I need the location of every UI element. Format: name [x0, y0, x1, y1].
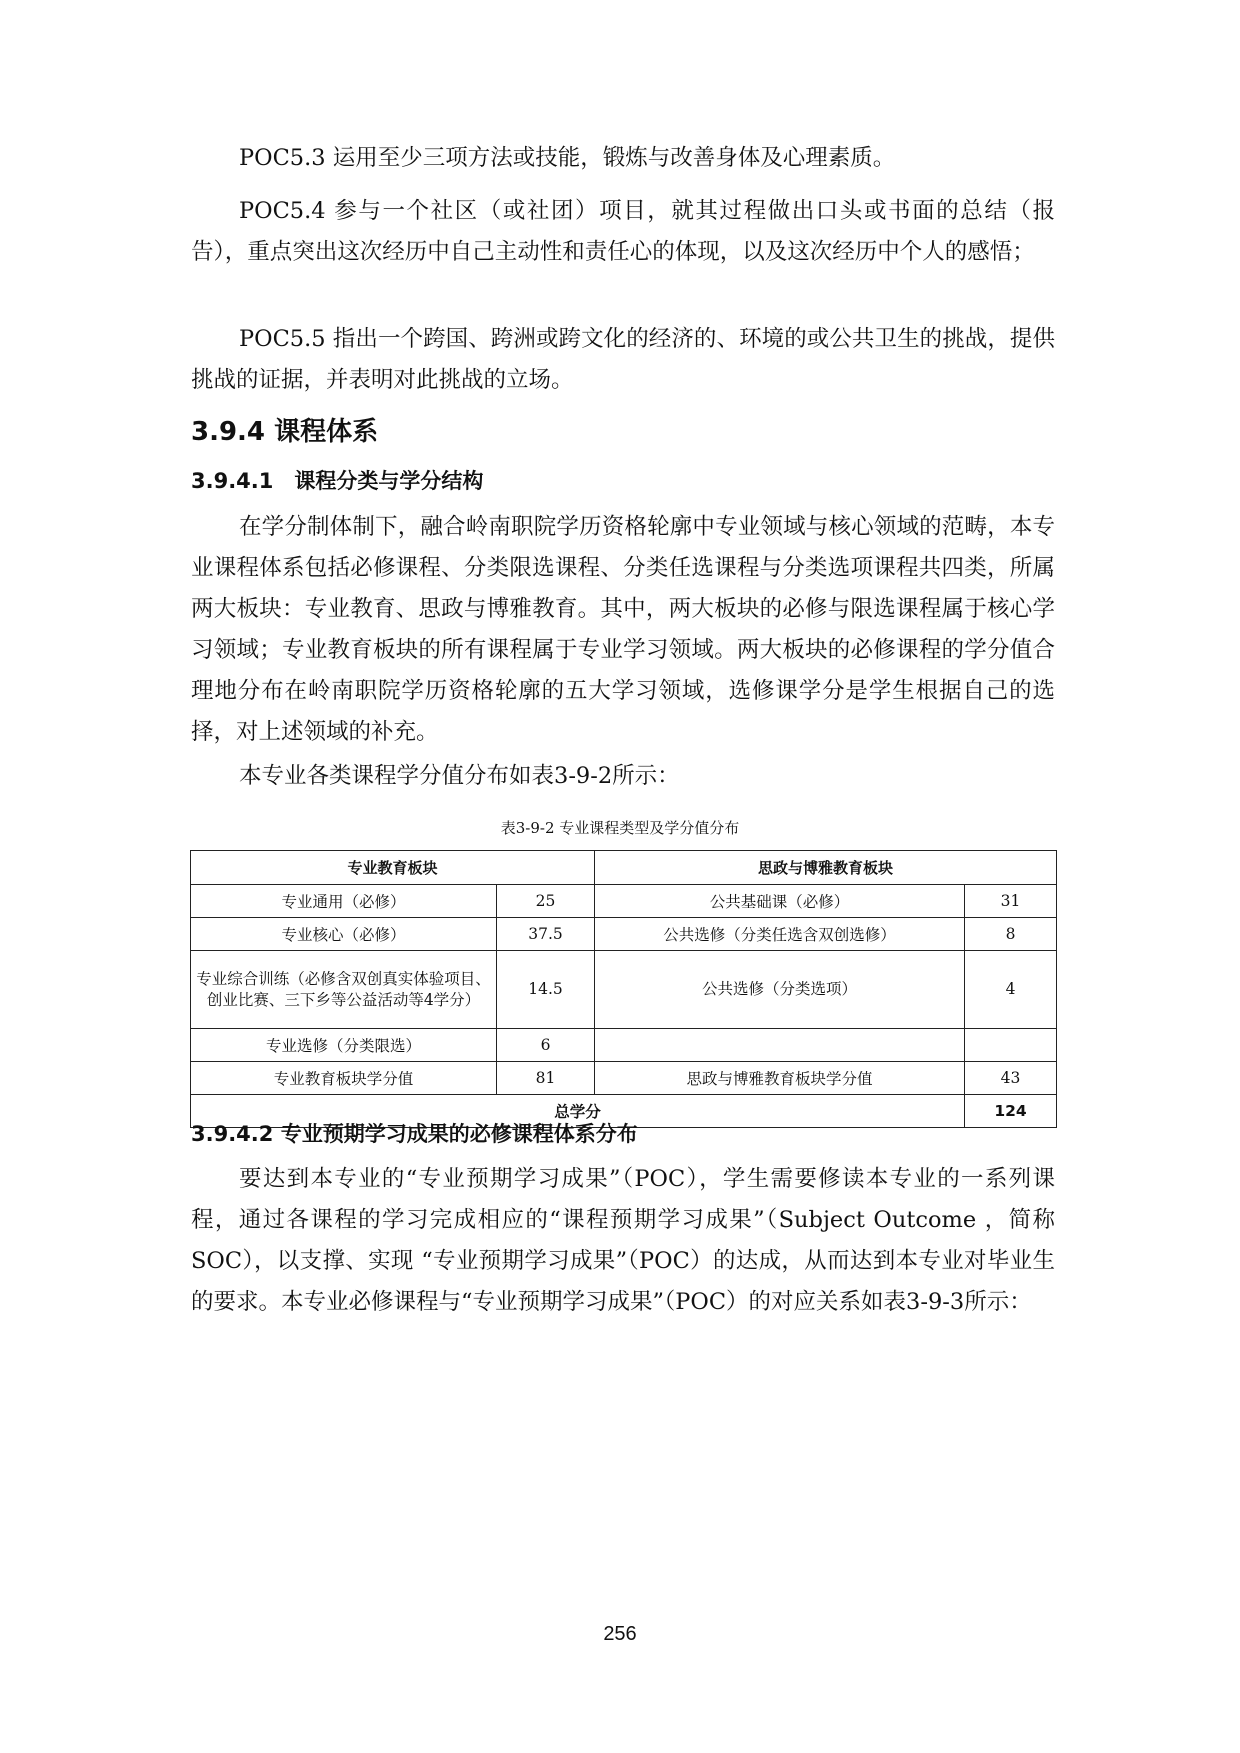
table-header-row [191, 851, 1057, 885]
cell-left-value: 25 [497, 885, 595, 918]
subsection-heading-2: 3.9.4.2 专业预期学习成果的必修课程体系分布 [191, 1122, 638, 1146]
page-number: 256 [603, 1623, 637, 1645]
cell-left-name: 专业通用（必修） [191, 885, 497, 918]
paragraph-poc5-5: POC5.5 指出一个跨国、跨洲或跨文化的经济的、环境的或公共卫生的挑战，提供挑战的证据，并表明对此挑战的立场。 [191, 326, 1055, 393]
cell-right-value: 8 [965, 918, 1057, 951]
subsection-heading-1: 3.9.4.1 课程分类与学分结构 [191, 469, 484, 493]
cell-right-value: 4 [965, 951, 1057, 1029]
cell-left-name: 专业选修（分类限选） [191, 1029, 497, 1062]
total-credits-value: 124 [965, 1095, 1057, 1128]
cell-left-name: 专业核心（必修） [191, 918, 497, 951]
paragraph-poc5-3: POC5.3 运用至少三项方法或技能，锻炼与改善身体及心理素质。 [239, 145, 896, 171]
paragraph-poc5-4: POC5.4 参与一个社区（或社团）项目，就其过程做出口头或书面的总结（报告），重点突出这次经历中自己主动性和责任心的体现，以及这次经历中个人的感悟； [191, 198, 1055, 265]
table-row [191, 1062, 1057, 1095]
cell-right-name: 公共选修（分类选项） [595, 951, 965, 1029]
cell-right-value [965, 1029, 1057, 1062]
paragraph-table-intro: 本专业各类课程学分值分布如表3-9-2所示： [239, 763, 680, 789]
table-caption: 表3-9-2 专业课程类型及学分值分布 [500, 819, 740, 837]
section-heading: 3.9.4 课程体系 [191, 417, 379, 447]
table-row [191, 1029, 1057, 1062]
table-row [191, 951, 1057, 1029]
table-row [191, 885, 1057, 918]
total-credits-label: 总学分 [191, 1095, 965, 1128]
paragraph-poc-mapping: 要达到本专业的“专业预期学习成果”（POC），学生需要修读本专业的一系列课程，通过各课程的学习完成相应的“课程预期学习成果”（Subject Outcome ，简称SOC），以支撑、实现 “专业预期学习成果”（POC）的达成，从而达到本专业对毕业生的要求。本专业必修课程与“专业预期学习成果”（POC）的对应关系如表3-9-3所示： [191, 1166, 1055, 1315]
header-liberal-block: 思政与博雅教育板块 [595, 851, 1057, 885]
cell-right-value: 31 [965, 885, 1057, 918]
cell-right-name: 公共选修（分类任选含双创选修） [595, 918, 965, 951]
cell-left-value: 14.5 [497, 951, 595, 1029]
credit-distribution-table [190, 850, 1057, 1128]
cell-left-value: 6 [497, 1029, 595, 1062]
table-row [191, 918, 1057, 951]
cell-right-value: 43 [965, 1062, 1057, 1095]
cell-left-name: 专业综合训练（必修含双创真实体验项目、创业比赛、三下乡等公益活动等4学分） [191, 951, 497, 1029]
cell-right-name: 公共基础课（必修） [595, 885, 965, 918]
header-professional-block: 专业教育板块 [191, 851, 595, 885]
cell-left-name: 专业教育板块学分值 [191, 1062, 497, 1095]
paragraph-course-structure: 在学分制体制下，融合岭南职院学历资格轮廓中专业领域与核心领域的范畴，本专业课程体系包括必修课程、分类限选课程、分类任选课程与分类选项课程共四类，所属两大板块：专业教育、思政与博雅教育。其中，两大板块的必修与限选课程属于核心学习领域；专业教育板块的所有课程属于专业学习领域。两大板块的必修课程的学分值合理地分布在岭南职院学历资格轮廓的五大学习领域，选修课学分是学生根据自己的选择，对上述领域的补充。 [191, 514, 1055, 745]
cell-right-name [595, 1029, 965, 1062]
cell-left-value: 37.5 [497, 918, 595, 951]
cell-right-name: 思政与博雅教育板块学分值 [595, 1062, 965, 1095]
cell-left-value: 81 [497, 1062, 595, 1095]
